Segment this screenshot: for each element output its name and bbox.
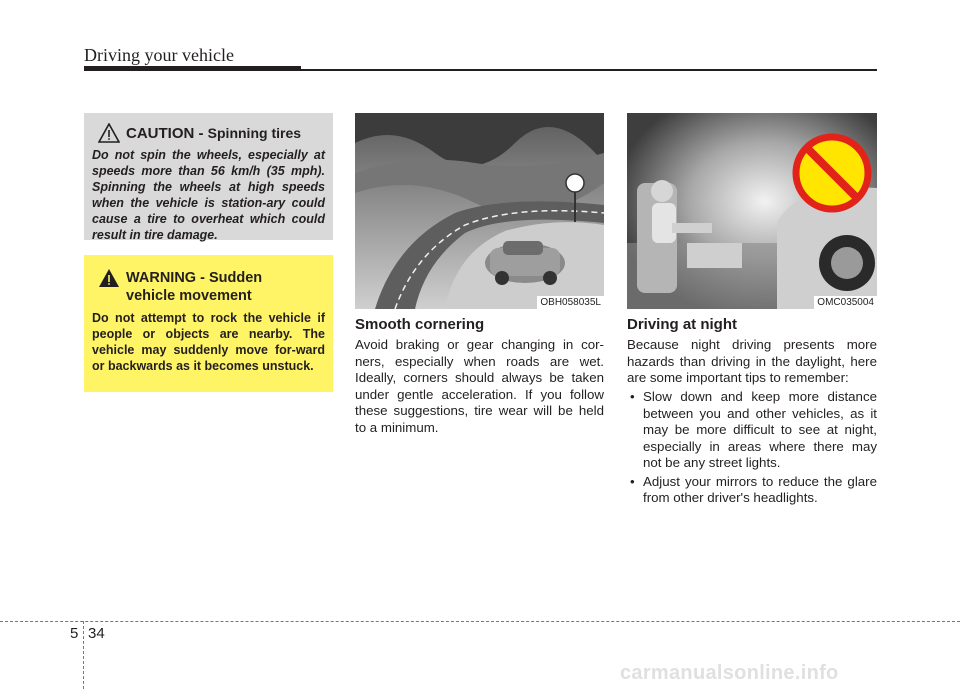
snowy-road-image: [355, 113, 604, 309]
warning-title-row: [98, 264, 325, 305]
warning-title: [126, 269, 306, 305]
list-item: • Slow down and keep more distance between you and other vehicles, as it may be more difficult to see at night, especially in areas where there may not be any street lights.: [627, 389, 877, 472]
warning-label: WARNING -: [126, 270, 205, 286]
caution-triangle-icon: [98, 123, 120, 143]
caution-box: [84, 113, 333, 240]
warning-subject: Sudden vehicle movement: [126, 270, 263, 304]
page-number: 34: [88, 625, 105, 642]
header-rule: [84, 66, 301, 71]
page-header-title: Driving your vehicle: [84, 45, 234, 65]
warning-box: [84, 255, 333, 392]
caution-text: Do not spin the wheels, especially at speeds more than 56 km/h (35 mph). Spinning the wheels at high speeds when the vehicle is station-ary could cause a tire to overheat which could result in tire damage.: [92, 148, 325, 242]
footer-rule: [0, 621, 960, 622]
caution-title-row: [98, 123, 325, 143]
cornering-illustration: [355, 113, 604, 309]
watermark: carmanualsonline.info: [620, 662, 839, 684]
footer-vertical-rule: [83, 621, 84, 689]
night-driving-intro: Because night driving presents more hazards than driving in the daylight, here are some important tips to remember:: [627, 337, 877, 385]
figure-code-cornering: OBH058035L: [537, 296, 604, 309]
chapter-number: 5: [70, 625, 79, 642]
night-driving-tips: [627, 389, 877, 509]
warning-triangle-icon: [98, 268, 120, 288]
caution-subject: Spinning tires: [207, 124, 302, 141]
smooth-cornering-heading: Smooth cornering: [355, 316, 485, 333]
smooth-cornering-text: Avoid braking or gear changing in cor-ners, especially when roads are wet. Ideally, corners should always be taken under gentle acceleration. If you follow these suggestions, tire wear will be held to a minimum.: [355, 337, 604, 435]
caution-label: CAUTION -: [126, 124, 204, 142]
night-driving-image: [627, 113, 877, 309]
warning-text: Do not attempt to rock the vehicle if people or objects are nearby. The vehicle may suddenly move for-ward or backwards as it becomes unstuck.: [92, 311, 325, 373]
figure-code-night: OMC035004: [814, 296, 877, 309]
night-driving-illustration: [627, 113, 877, 309]
night-driving-heading: Driving at night: [627, 316, 737, 333]
list-item: • Adjust your mirrors to reduce the glare from other driver's headlights.: [627, 474, 877, 507]
caution-title: [126, 125, 301, 142]
header-rule-thin: [301, 69, 877, 71]
